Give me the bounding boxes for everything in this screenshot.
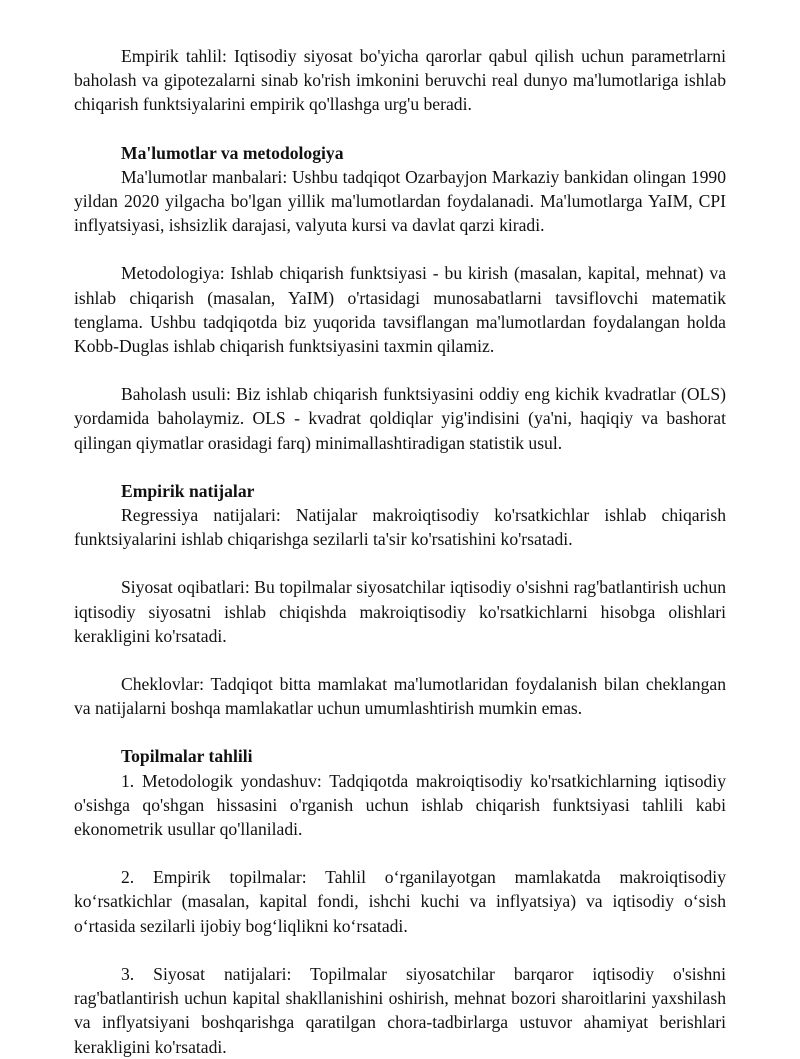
limitations-paragraph: Cheklovlar: Tadqiqot bitta mamlakat ma'lumotlaridan foydalanish bilan cheklangan va natijalarni boshqa mamlakatlar uchun umumlashtirish mumkin emas. bbox=[74, 674, 726, 719]
intro-paragraph: Empirik tahlil: Iqtisodiy siyosat bo'yicha qarorlar qabul qilish uchun parametrlarni baholash va gipotezalarni sinab ko'rish imkonini beruvchi real dunyo ma'lumotlariga ishlab chiqarish funktsiyalarini empirik qo'llashga urg'u beradi. bbox=[74, 46, 726, 115]
methodology-paragraph: Metodologiya: Ishlab chiqarish funktsiyasi - bu kirish (masalan, kapital, mehnat) va ishlab chiqarish (masalan, YaIM) o'rtasidagi munosabatlarni tavsiflovchi matematik tenglama. Ushbu tadqiqotda biz yuqorida tavsiflangan ma'lumotlardan foydalangan holda Kobb-Duglas ishlab chiqarish funktsiyasini taxmin qilamiz. bbox=[74, 263, 726, 357]
regression-results-paragraph: Regressiya natijalari: Natijalar makroiqtisodiy ko'rsatkichlar ishlab chiqarish funktsiyalarini ishlab chiqarishga sezilarli ta'sir ko'rsatishini ko'rsatadi. bbox=[74, 505, 726, 550]
document-page bbox=[74, 44, 726, 1059]
policy-implications-paragraph: Siyosat oqibatlari: Bu topilmalar siyosatchilar iqtisodiy o'sishni rag'batlantirish uchun iqtisodiy siyosatni ishlab chiqishda makroiqtisodiy ko'rsatkichlarni hisobga olishlari kerakligini ko'rsatadi. bbox=[74, 577, 726, 646]
section-heading-findings-analysis: Topilmalar tahlili bbox=[121, 746, 253, 767]
empirical-findings-paragraph: 2. Empirik topilmalar: Tahlil o‘rganilayotgan mamlakatda makroiqtisodiy ko‘rsatkichlar (masalan, kapital fondi, ishchi kuchi va inflyatsiya) va iqtisodiy o‘sish o‘rtasida sezilarli ijobiy bog‘liqlikni ko‘rsatadi. bbox=[74, 867, 726, 936]
data-sources-paragraph: Ma'lumotlar manbalari: Ushbu tadqiqot Ozarbayjon Markaziy bankidan olingan 1990 yildan 2020 yilgacha bo'lgan yillik ma'lumotlardan foydalanadi. Ma'lumotlarga YaIM, CPI inflyatsiyasi, ishsizlik darajasi, valyuta kursi va davlat qarzi kiradi. bbox=[74, 166, 726, 236]
section-heading-data-methodology: Ma'lumotlar va metodologiya bbox=[121, 142, 344, 163]
estimation-method-paragraph: Baholash usuli: Biz ishlab chiqarish funktsiyasini oddiy eng kichik kvadratlar (OLS) yordamida baholaymiz. OLS - kvadrat qoldiqlar yig'indisini (ya'ni, haqiqiy va bashorat qilingan qiymatlar orasidagi farq) minimallashtiradigan statistik usul. bbox=[74, 384, 726, 453]
section-heading-empirical-results: Empirik natijalar bbox=[121, 480, 255, 501]
methodological-approach-paragraph: 1. Metodologik yondashuv: Tadqiqotda makroiqtisodiy ko'rsatkichlarning iqtisodiy o'sishga qo'shgan hissasini o'rganish uchun ishlab chiqarish funktsiyasi tahlili kabi ekonometrik usullar qo'llaniladi. bbox=[74, 770, 726, 840]
policy-results-paragraph: 3. Siyosat natijalari: Topilmalar siyosatchilar barqaror iqtisodiy o'sishni rag'batlantirish uchun kapital shakllanishini oshirish, mehnat bozori sharoitlarini yaxshilash va inflyatsiyani boshqarishga qaratilgan chora-tadbirlarga ustuvor ahamiyat berishlari kerakligini ko'rsatadi. bbox=[74, 963, 726, 1057]
